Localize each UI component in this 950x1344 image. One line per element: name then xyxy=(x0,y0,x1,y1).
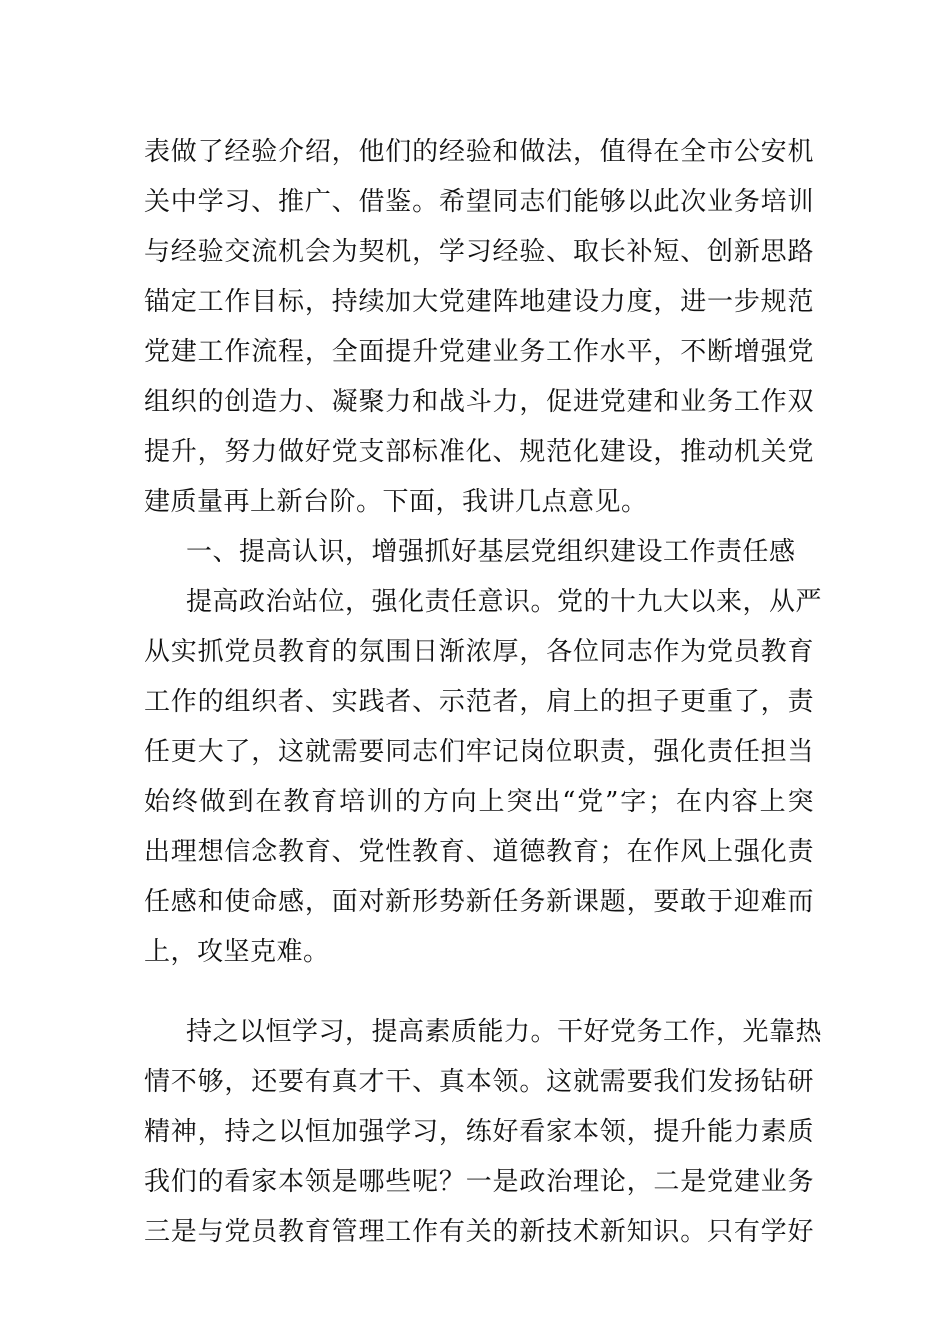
text-line: 出理想信念教育、党性教育、道德教育；在作风上强化责 xyxy=(144,837,814,867)
text-line: 建质量再上新台阶。下面，我讲几点意见。 xyxy=(144,487,648,517)
text-line: 始终做到在教育培训的方向上突出“党”字；在内容上突 xyxy=(144,787,814,817)
text-line: 与经验交流机会为契机，学习经验、取长补短、创新思路 xyxy=(144,237,814,267)
text-line: 情不够，还要有真才干、真本领。这就需要我们发扬钻研 xyxy=(144,1067,814,1097)
text-line: 三是与党员教育管理工作有关的新技术新知识。只有学好 xyxy=(144,1217,814,1247)
text-line: 锚定工作目标，持续加大党建阵地建设力度，进一步规范 xyxy=(144,287,814,317)
text-line: 任感和使命感，面对新形势新任务新课题，要敢于迎难而 xyxy=(144,887,814,917)
section-heading: 一、提高认识，增强抓好基层党组织建设工作责任感 xyxy=(186,537,796,567)
text-line: 表做了经验介绍，他们的经验和做法，值得在全市公安机 xyxy=(144,137,814,167)
text-line: 工作的组织者、实践者、示范者，肩上的担子更重了，责 xyxy=(144,687,814,717)
text-line: 提升，努力做好党支部标准化、规范化建设，推动机关党 xyxy=(144,437,814,467)
text-line: 任更大了，这就需要同志们牢记岗位职责，强化责任担当 xyxy=(144,737,814,767)
text-line: 我们的看家本领是哪些呢？一是政治理论，二是党建业务 xyxy=(144,1167,814,1197)
text-line: 从实抓党员教育的氛围日渐浓厚，各位同志作为党员教育 xyxy=(144,637,814,667)
text-line: 上，攻坚克难。 xyxy=(144,937,330,967)
text-line: 持之以恒学习，提高素质能力。干好党务工作，光靠热 xyxy=(186,1017,823,1047)
text-line: 关中学习、推广、借鉴。希望同志们能够以此次业务培训 xyxy=(144,187,814,217)
text-line: 精神，持之以恒加强学习，练好看家本领，提升能力素质 xyxy=(144,1117,814,1147)
text-line: 组织的创造力、凝聚力和战斗力，促进党建和业务工作双 xyxy=(144,387,814,417)
text-line: 提高政治站位，强化责任意识。党的十九大以来，从严 xyxy=(186,587,823,617)
text-line: 党建工作流程，全面提升党建业务工作水平，不断增强党 xyxy=(144,337,814,367)
